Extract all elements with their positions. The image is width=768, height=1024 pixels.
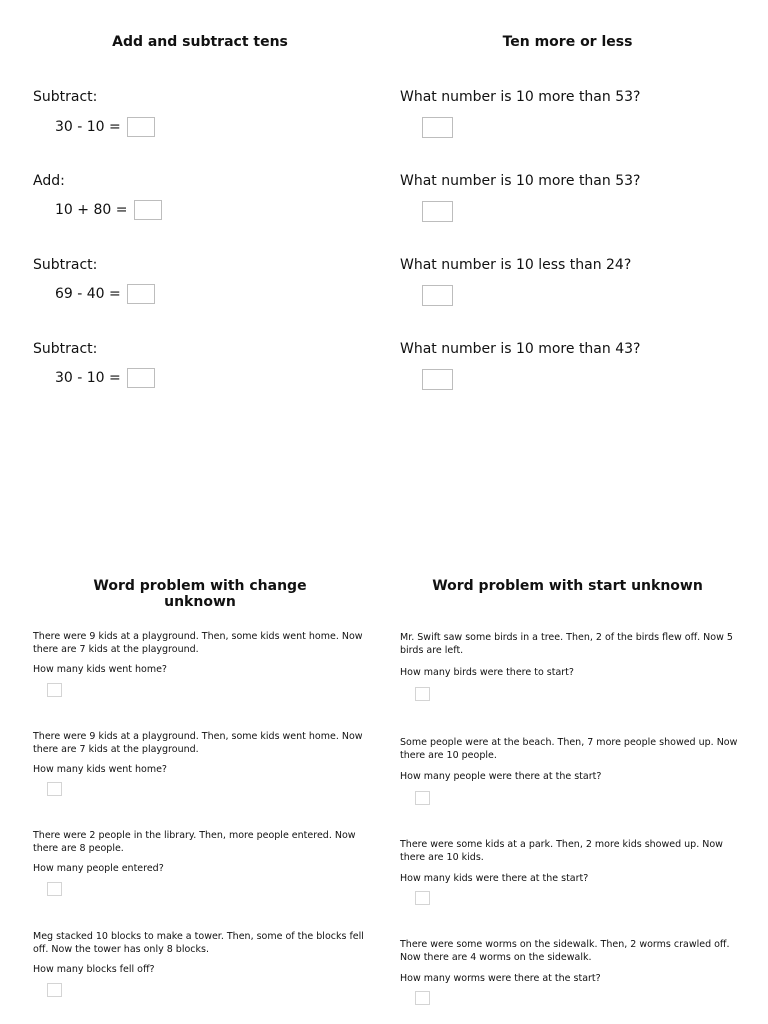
word-problem-text: There were some worms on the sidewalk. Then, 2 worms crawled off. Now there are 4 worms on the sidewalk. bbox=[400, 939, 730, 963]
equation-row bbox=[55, 200, 162, 220]
word-problem-question: How many people were there at the start? bbox=[400, 771, 602, 782]
answer-box[interactable] bbox=[127, 117, 155, 137]
problem-label: Subtract: bbox=[33, 341, 98, 357]
problem-label: Subtract: bbox=[33, 89, 98, 105]
section-title-start-unknown: Word problem with start unknown bbox=[432, 578, 703, 594]
answer-box[interactable] bbox=[422, 285, 453, 306]
answer-box[interactable] bbox=[415, 791, 430, 805]
section-title-ten-more-or-less: Ten more or less bbox=[502, 34, 633, 50]
equation-row bbox=[55, 284, 155, 304]
word-problem-question: How many blocks fell off? bbox=[33, 964, 155, 975]
problem-label: Subtract: bbox=[33, 257, 98, 273]
answer-box[interactable] bbox=[47, 882, 62, 896]
answer-box[interactable] bbox=[127, 368, 155, 388]
word-problem-text: There were 9 kids at a playground. Then, some kids went home. Now there are 7 kids at the playground. bbox=[33, 631, 363, 655]
word-problem-text: Mr. Swift saw some birds in a tree. Then, 2 of the birds flew off. Now 5 birds are left. bbox=[400, 632, 733, 656]
word-problem-question: How many people entered? bbox=[33, 863, 164, 874]
word-problem-text: There were some kids at a park. Then, 2 more kids showed up. Now there are 10 kids. bbox=[400, 839, 723, 863]
word-problem-question: How many kids went home? bbox=[33, 764, 167, 775]
answer-box[interactable] bbox=[415, 891, 430, 905]
word-problem-text: Some people were at the beach. Then, 7 more people showed up. Now there are 10 people. bbox=[400, 737, 738, 761]
word-problem-question: How many kids were there at the start? bbox=[400, 873, 589, 884]
question-text: What number is 10 less than 24? bbox=[400, 257, 632, 273]
equation-row bbox=[55, 117, 155, 137]
word-problem-question: How many worms were there at the start? bbox=[400, 973, 601, 984]
equation-text: 69 - 40 = bbox=[55, 286, 121, 302]
equation-text: 30 - 10 = bbox=[55, 370, 121, 386]
word-problem-question: How many birds were there to start? bbox=[400, 667, 574, 678]
equation-row bbox=[55, 368, 155, 388]
question-text: What number is 10 more than 53? bbox=[400, 173, 641, 189]
answer-box[interactable] bbox=[47, 782, 62, 796]
section-title-add-subtract-tens: Add and subtract tens bbox=[112, 34, 288, 50]
answer-box[interactable] bbox=[415, 687, 430, 701]
answer-box[interactable] bbox=[47, 983, 62, 997]
answer-box[interactable] bbox=[415, 991, 430, 1005]
question-text: What number is 10 more than 53? bbox=[400, 89, 641, 105]
problem-label: Add: bbox=[33, 173, 65, 189]
question-text: What number is 10 more than 43? bbox=[400, 341, 641, 357]
answer-box[interactable] bbox=[422, 201, 453, 222]
equation-text: 10 + 80 = bbox=[55, 202, 128, 218]
answer-box[interactable] bbox=[134, 200, 162, 220]
word-problem-question: How many kids went home? bbox=[33, 664, 167, 675]
section-title-change-unknown: Word problem with change unknown bbox=[93, 578, 307, 610]
answer-box[interactable] bbox=[422, 369, 453, 390]
word-problem-text: There were 2 people in the library. Then, more people entered. Now there are 8 people. bbox=[33, 830, 356, 854]
answer-box[interactable] bbox=[127, 284, 155, 304]
answer-box[interactable] bbox=[422, 117, 453, 138]
word-problem-text: There were 9 kids at a playground. Then, some kids went home. Now there are 7 kids at the playground. bbox=[33, 731, 363, 755]
equation-text: 30 - 10 = bbox=[55, 119, 121, 135]
answer-box[interactable] bbox=[47, 683, 62, 697]
word-problem-text: Meg stacked 10 blocks to make a tower. Then, some of the blocks fell off. Now the tower has only 8 blocks. bbox=[33, 931, 364, 955]
